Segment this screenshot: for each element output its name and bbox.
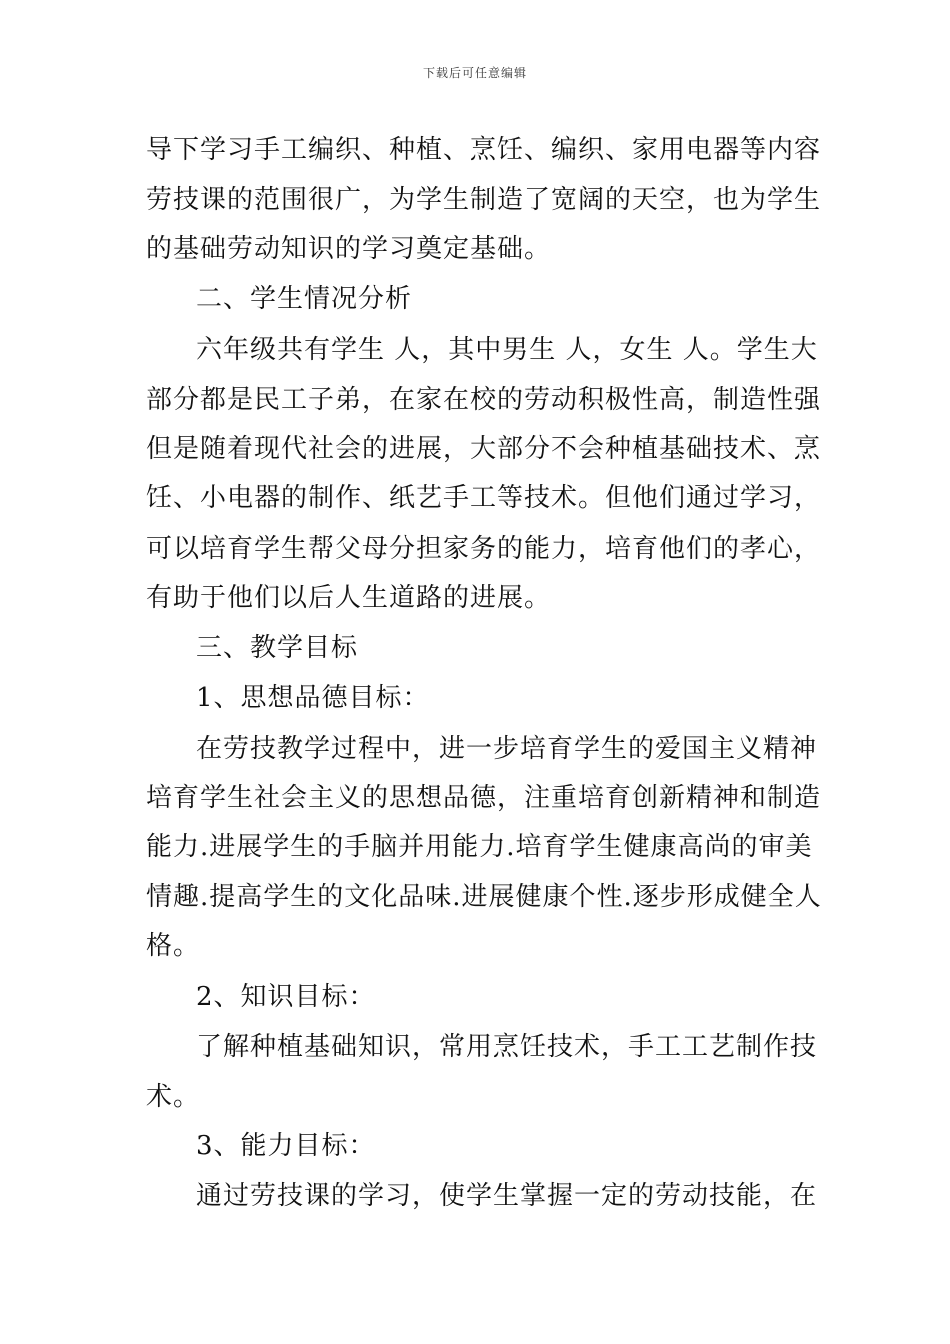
text-line: 能力.进展学生的手脑并用能力.培育学生健康高尚的审美 [146, 832, 813, 862]
text-line: 培育学生社会主义的思想品德，注重培育创新精神和制造 [146, 783, 822, 813]
text-line: 术。 [146, 1082, 201, 1112]
text-line: 劳技课的范围很广，为学生制造了宽阔的天空，也为学生 [146, 185, 822, 215]
text-line: 部分都是民工子弟，在家在校的劳动积极性高，制造性强 [146, 385, 822, 415]
text-line: 在劳技教学过程中，进一步培育学生的爱国主义精神 [196, 734, 818, 764]
subsection-heading: 1、思想品德目标： [196, 683, 430, 713]
text-line: 的基础劳动知识的学习奠定基础。 [146, 234, 552, 264]
page-header: 下载后可任意编辑 [422, 66, 527, 80]
text-line: 但是随着现代社会的进展，大部分不会种植基础技术、烹 [146, 434, 822, 464]
text-line: 有助于他们以后人生道路的进展。 [146, 583, 552, 613]
subsection-heading: 3、能力目标： [196, 1131, 376, 1161]
subsection-heading: 2、知识目标： [196, 982, 376, 1012]
text-line: 可以培育学生帮父母分担家务的能力，培育他们的孝心， [146, 534, 822, 564]
text-line: 导下学习手工编织、种植、烹饪、编织、家用电器等内容 [146, 135, 822, 165]
text-line: 饪、小电器的制作、纸艺手工等技术。但他们通过学习， [146, 483, 822, 513]
text-line: 通过劳技课的学习，使学生掌握一定的劳动技能，在 [196, 1181, 818, 1211]
section-heading: 三、教学目标 [196, 633, 359, 663]
section-heading: 二、学生情况分析 [196, 284, 413, 314]
text-line: 了解种植基础知识，常用烹饪技术，手工工艺制作技 [196, 1032, 818, 1062]
text-line: 六年级共有学生 人，其中男生 人，女生 人。学生大 [196, 335, 818, 365]
text-line: 情趣.提高学生的文化品味.进展健康个性.逐步形成健全人 [146, 882, 822, 912]
text-line: 格。 [146, 931, 201, 961]
